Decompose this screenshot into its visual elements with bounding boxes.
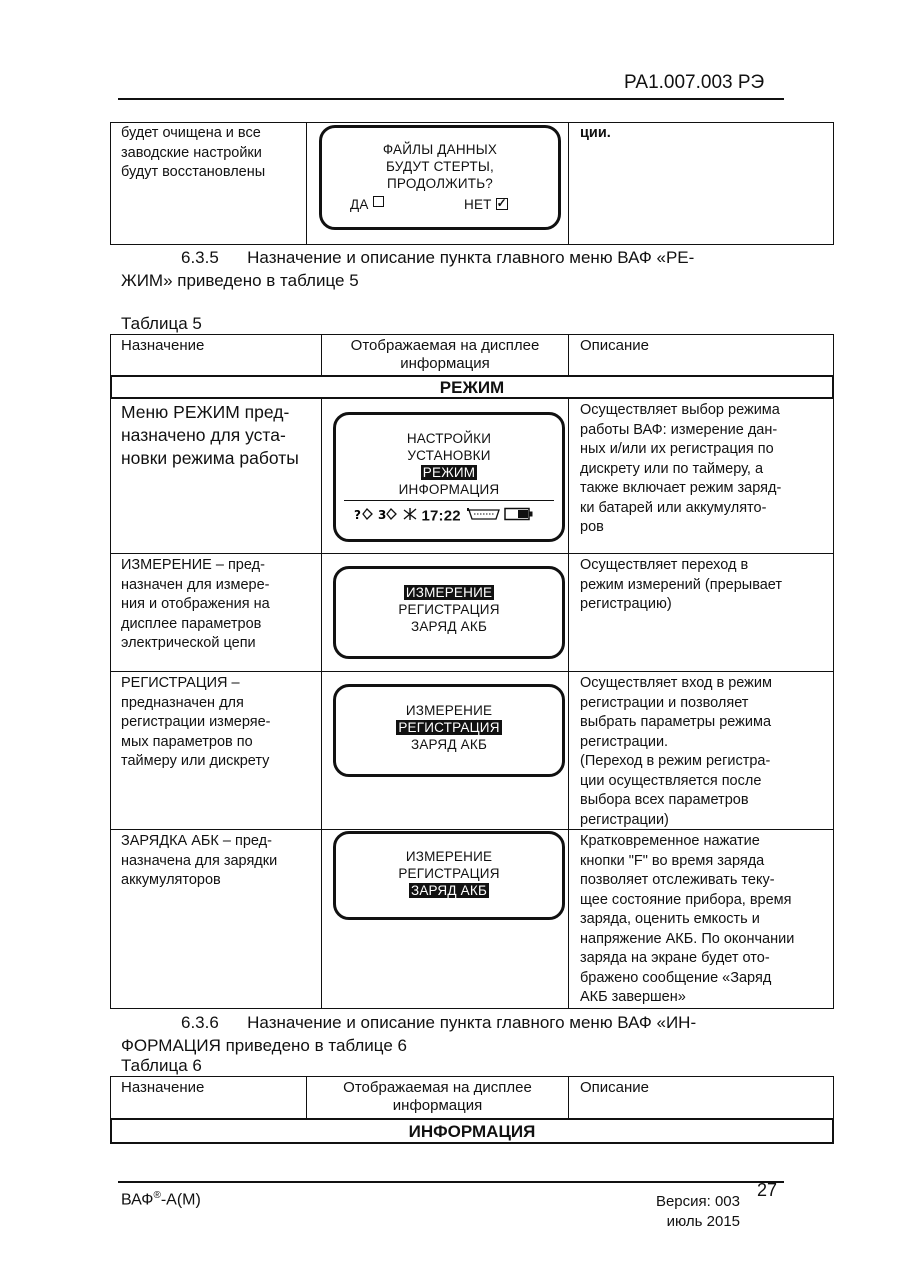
header-line: Отображаемая на дисплее [343,1079,532,1096]
lcd-line: ПРОДОЛЖИТЬ? [387,176,493,191]
text-line: регистрации) [580,811,669,828]
paragraph-line: ЖИМ» приведено в таблице 5 [121,271,359,290]
text-line: дискрету или по таймеру, а [580,460,764,477]
doc-code: РА1.007.003 РЭ [624,72,765,93]
text-line: АКБ завершен» [580,989,686,1005]
row1-purpose [121,401,299,470]
lcd-line: РЕГИСТРАЦИЯ [398,602,500,617]
text-line: таймеру или дискрету [121,753,270,769]
lcd-line: НАСТРОЙКИ [406,431,492,446]
table5-header-purpose: Назначение [121,337,205,354]
product-suffix: -А(М) [160,1191,201,1209]
table5-row-divider [110,553,834,554]
lcd-line-selected: ИЗМЕРЕНИЕ [405,585,493,600]
row3-purpose [121,674,311,772]
text-line: позволяет отслеживать теку- [580,872,775,888]
text-line: аккумуляторов [121,872,221,888]
lcd-separator [344,500,554,501]
header-line: информация [400,355,490,372]
text-line: режим измерений (прерывает [580,576,783,593]
lcd-line: РЕГИСТРАЦИЯ [398,866,500,881]
text-line: будут восстановлены [121,164,266,180]
top-table-divider-2 [568,122,569,245]
lcd-line: БУДУТ СТЕРТЫ, [386,159,494,174]
yes-option [350,196,384,213]
header-rule [118,98,784,100]
lcd-main-menu [333,412,565,542]
footer-product [121,1190,201,1209]
row2-description [580,556,823,615]
text-line: регистрации измеряе- [121,714,271,730]
text-line: заряда на экране будет ото- [580,950,770,966]
text-line: новки режима работы [121,448,299,468]
text-line: ния и отображения на [121,596,270,612]
text-line: щее состояние прибора, время [580,891,792,908]
table5-section-title: РЕЖИМ [110,375,834,399]
no-label: НЕТ [464,197,492,212]
footer-page-number: 27 [757,1180,778,1200]
lcd-line: ЗАРЯД АКБ [410,737,488,752]
text-line: ции осуществляется после [580,772,762,789]
lcd-line: ИНФОРМАЦИЯ [398,482,500,497]
registered-mark: ® [153,1190,161,1201]
product-name: ВАФ [121,1191,154,1209]
text-line: Кратковременное нажатие [580,833,760,849]
lcd-mode-registration [333,684,565,777]
row4-purpose [121,832,311,891]
paragraph-line: 6.3.5 Назначение и описание пункта главного меню ВАФ «РЕ- [181,248,695,267]
text-line: Осуществляет выбор режима [580,402,780,418]
date-text: июль 2015 [666,1213,740,1230]
connector-icon [465,506,501,526]
row1-description [580,401,823,538]
lcd-line-selected: ЗАРЯД АКБ [410,883,488,898]
footer-rule [118,1181,784,1183]
table5-row-divider [110,671,834,672]
top-purpose [121,124,301,183]
header-line: Отображаемая на дисплее [350,337,540,354]
text-line: заряда, оценить емкость и [580,911,760,927]
status-time: 17:22 [421,507,461,525]
text-line: бражено сообщение «Заряд [580,969,772,986]
text-line: будет очищена и все [121,125,261,141]
text-line: выбора всех параметров [580,792,749,808]
text-line: Осуществляет вход в режим [580,675,772,691]
text-line: выбрать параметры режима [580,714,772,730]
lcd-line: ИЗМЕРЕНИЕ [405,703,493,718]
paragraph-line: ФОРМАЦИЯ приведено в таблице 6 [121,1036,407,1055]
lcd-line-selected: РЕГИСТРАЦИЯ [398,720,500,735]
text-line: предназначен для [121,694,244,711]
text-line: ИЗМЕРЕНИЕ – пред- [121,557,265,573]
text-line: ных и/или их регистрация по [580,441,774,457]
table6-header-screen [307,1079,568,1115]
lcd-line: ЗАРЯД АКБ [410,619,488,634]
text-line: ЗАРЯДКА АБК – пред- [121,833,272,849]
yes-label: ДА [350,197,369,212]
lcd-line: УСТАНОВКИ [407,448,491,463]
text-line: Меню РЕЖИМ пред- [121,402,290,422]
paragraph-6-3-5 [121,246,781,292]
paragraph-6-3-6 [121,1011,781,1057]
table6-caption: Таблица 6 [121,1056,202,1075]
top-table-divider-1 [306,122,307,245]
top-description: ции. [580,125,611,141]
lcd-line: ИЗМЕРЕНИЕ [405,849,493,864]
row3-description [580,674,823,830]
table6-header-description: Описание [580,1079,650,1096]
row4-description [580,832,823,1008]
table5-caption: Таблица 5 [121,314,202,333]
lcd-mode-charge [333,831,565,920]
text-line: электрической цепи [121,635,256,651]
text-line: РЕГИСТРАЦИЯ – [121,675,240,691]
text-line: (Переход в режим регистра- [580,753,771,769]
header-line: информация [392,1097,483,1114]
footer-version [640,1192,740,1232]
text-line: назначено для уста- [121,425,286,445]
table5-header-screen [322,337,568,373]
text-line: напряжение АКБ. По окончании [580,930,795,947]
lcd-mode-measure [333,566,565,659]
text-line: работы ВАФ: измерение дан- [580,421,778,438]
text-line: Осуществляет переход в [580,557,749,573]
no-option [464,196,508,213]
text-line: регистрацию) [580,596,672,612]
probe-1-icon [354,507,374,525]
version-text: Версия: 003 [655,1193,740,1210]
text-line: также включает режим заряд- [580,480,782,496]
text-line: заводские настройки [121,144,262,161]
paragraph-line: 6.3.6 Назначение и описание пункта главного меню ВАФ «ИН- [181,1013,697,1032]
lcd-erase-confirm [319,125,561,230]
table6-section-title: ИНФОРМАЦИЯ [110,1118,834,1144]
svg-text:?: ? [354,508,362,521]
text-line: назначена для зарядки [121,852,278,869]
text-line: ки батарей или аккумулято- [580,499,767,516]
text-line: дисплее параметров [121,615,262,632]
lcd-line-selected: РЕЖИМ [422,465,476,480]
sound-off-icon [402,507,418,525]
table6-divider-2 [568,1076,569,1118]
probe-2-icon [378,507,398,525]
text-line: назначен для измере- [121,576,270,593]
battery-icon [504,507,534,525]
text-line: ров [580,519,604,535]
text-line: кнопки "F" во время заряда [580,852,765,869]
text-line: мых параметров по [121,733,253,750]
table5-divider-1b [321,399,322,1009]
text-line: регистрации и позволяет [580,694,749,711]
table5-divider-2b [568,399,569,1009]
table6-header-purpose: Назначение [121,1079,205,1096]
lcd-line: ФАЙЛЫ ДАННЫХ [382,142,498,157]
text-line: регистрации. [580,733,669,750]
status-bar [354,506,550,526]
table5-divider-2 [568,334,569,376]
table5-header-description: Описание [580,337,650,354]
row2-purpose [121,556,311,654]
checkbox-checked-icon: ✓ [496,196,507,210]
svg-text:3: 3 [377,508,387,521]
checkbox-empty-icon [373,196,384,207]
